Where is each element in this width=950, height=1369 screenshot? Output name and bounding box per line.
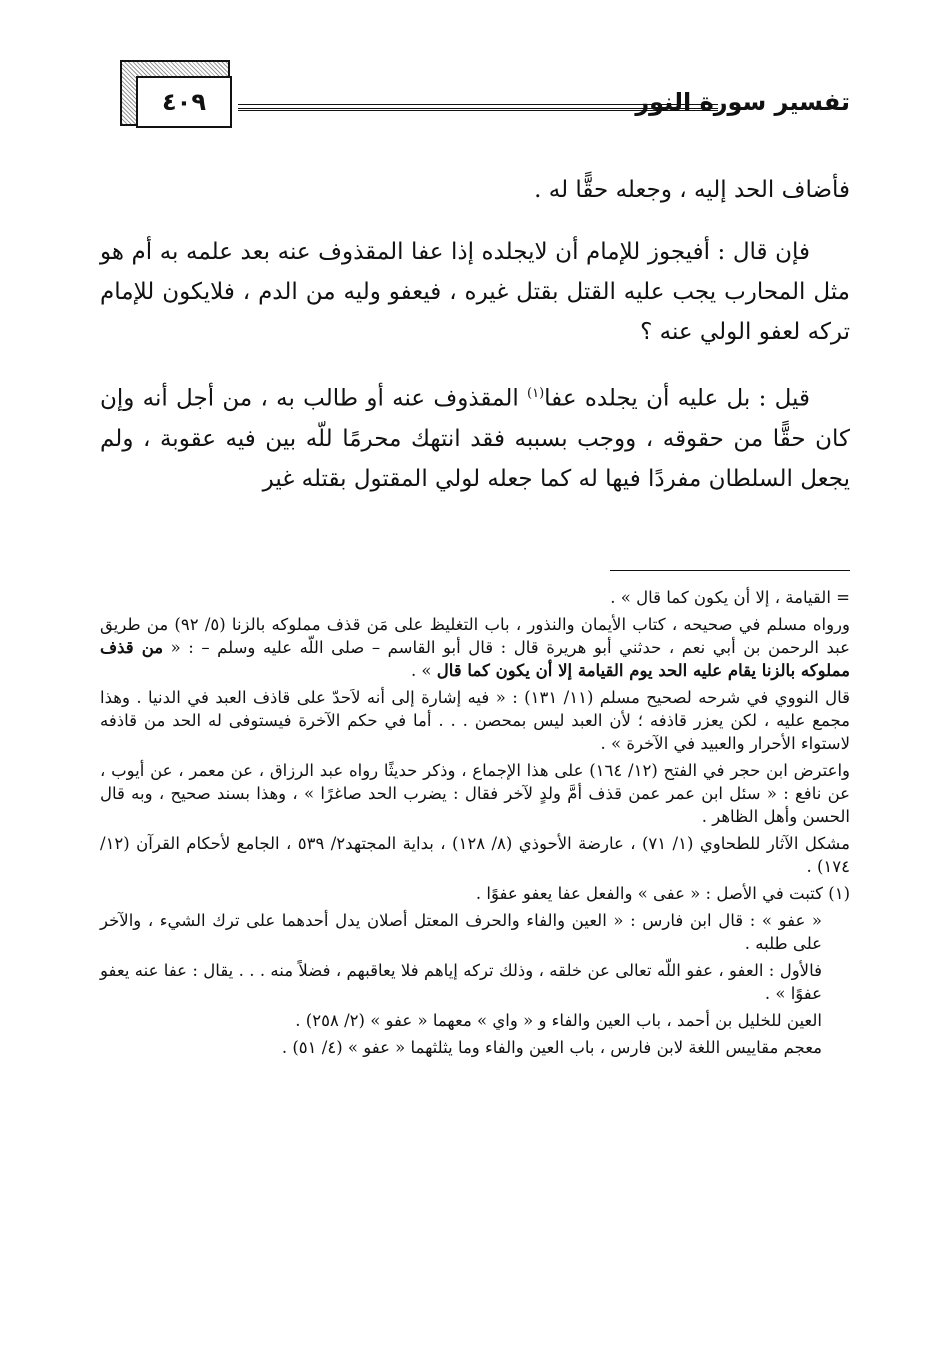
running-title: تفسير سورة النور [635, 88, 850, 116]
footnote-marker: (١) [527, 386, 545, 401]
footnote-1: (١) كتبت في الأصل : « عفى » والفعل عفا يعفو عفوًا . [475, 884, 850, 903]
paragraph-3 [100, 374, 850, 499]
footnote-line: فالأول : العفو ، عفو اللّه تعالى عن خلقه ، وذلك تركه إياهم فلا يعاقبهم ، فضلاً منه . . . يقال : عفا عنه يعفو عفوًا » . [100, 961, 822, 1003]
footnote-text: » . [410, 661, 437, 680]
page-number-box [120, 60, 230, 126]
footnote-separator [610, 570, 850, 571]
footnote-line: واعترض ابن حجر في الفتح (١٢/ ١٦٤) على هذا الإجماع ، وذكر حديثًا رواه عبد الرزاق ، عن معمر ، عن أيوب ، عن نافع : « سئل ابن عمر عمن قذف أمَّ ولدٍ لآخر فقال : يضرب الحد صاغرًا » ، وهذا بسند صحيح ، وبه قال الحسن وأهل الظاهر . [100, 761, 850, 826]
page-number: ٤٠٩ [136, 76, 232, 128]
paragraph-3-start: قيل : بل عليه أن يجلده عفا [544, 385, 810, 412]
footnote-line: « عفو » : قال ابن فارس : « العين والفاء والحرف المعتل أصلان يدل أحدهما على ترك الشيء ، والآخر على طلبه . [100, 911, 822, 953]
footnote-line [100, 613, 850, 682]
footnote-line: معجم مقاييس اللغة لابن فارس ، باب العين والفاء وما يثلثهما « عفو » (٤/ ٥١) . [281, 1038, 822, 1057]
paragraph-2: فإن قال : أفيجوز للإمام أن لايجلده إذا عفا المقذوف عنه بعد علمه به أم هو مثل المحارب يجب عليه القتل بقتل غيره ، فيعفو وليه من الدم ، فلايكون للإمام تركه لعفو الولي عنه ؟ [100, 239, 850, 345]
footnote-line: مشكل الآثار للطحاوي (١/ ٧١) ، عارضة الأحوذي (٨/ ١٢٨) ، بداية المجتهد٢/ ٥٣٩ ، الجامع لأحكام القرآن (١٢/ ١٧٤) . [100, 834, 850, 876]
footnote-line: = القيامة ، إلا أن يكون كما قال » . [610, 588, 850, 607]
footnotes [100, 586, 850, 1063]
footnote-text: ورواه مسلم في صحيحه ، كتاب الأيمان والنذور ، باب التغليظ على مَن قذف مملوكه بالزنا (٥/ ٩٢) من طريق عبد الرحمن بن أبي نعم ، حدثني أبو هريرة قال : قال أبو القاسم – صلى اللّه عليه وسلم – : « [100, 615, 850, 657]
footnote-line: قال النووي في شرحه لصحيح مسلم (١١/ ١٣١) : « فيه إشارة إلى أنه لاَحدّ على قاذف العبد في الدنيا . وهذا مجمع عليه ، لكن يعزر قاذفه ؛ لأن العبد ليس بمحصن . . . أما في حكم الآخرة فيستوفى له الحد من قاذفه لاستواء الأحرار والعبيد في الآخرة » . [100, 688, 850, 753]
main-text [100, 170, 850, 521]
hadith-quote: من قذف مملوكه بالزنا يقام عليه الحد يوم القيامة إلا أن يكون كما قال [100, 638, 850, 680]
page-header [120, 60, 850, 130]
paragraph-1: فأضاف الحد إليه ، وجعله حقًّا له . [534, 177, 850, 203]
paragraph-3-end: المقذوف عنه أو طالب به ، من أجل أنه وإن كان حقًّا من حقوقه ، ووجب بسببه فقد انتهك محرمًا للّه بين فيه عقوبة ، ولم يجعل السلطان مفردًا فيها له كما جعله لولي المقتول بقتله غير [100, 385, 850, 492]
footnote-line: العين للخليل بن أحمد ، باب العين والفاء و « واي » معهما « عفو » (٢/ ٢٥٨) . [295, 1011, 822, 1030]
